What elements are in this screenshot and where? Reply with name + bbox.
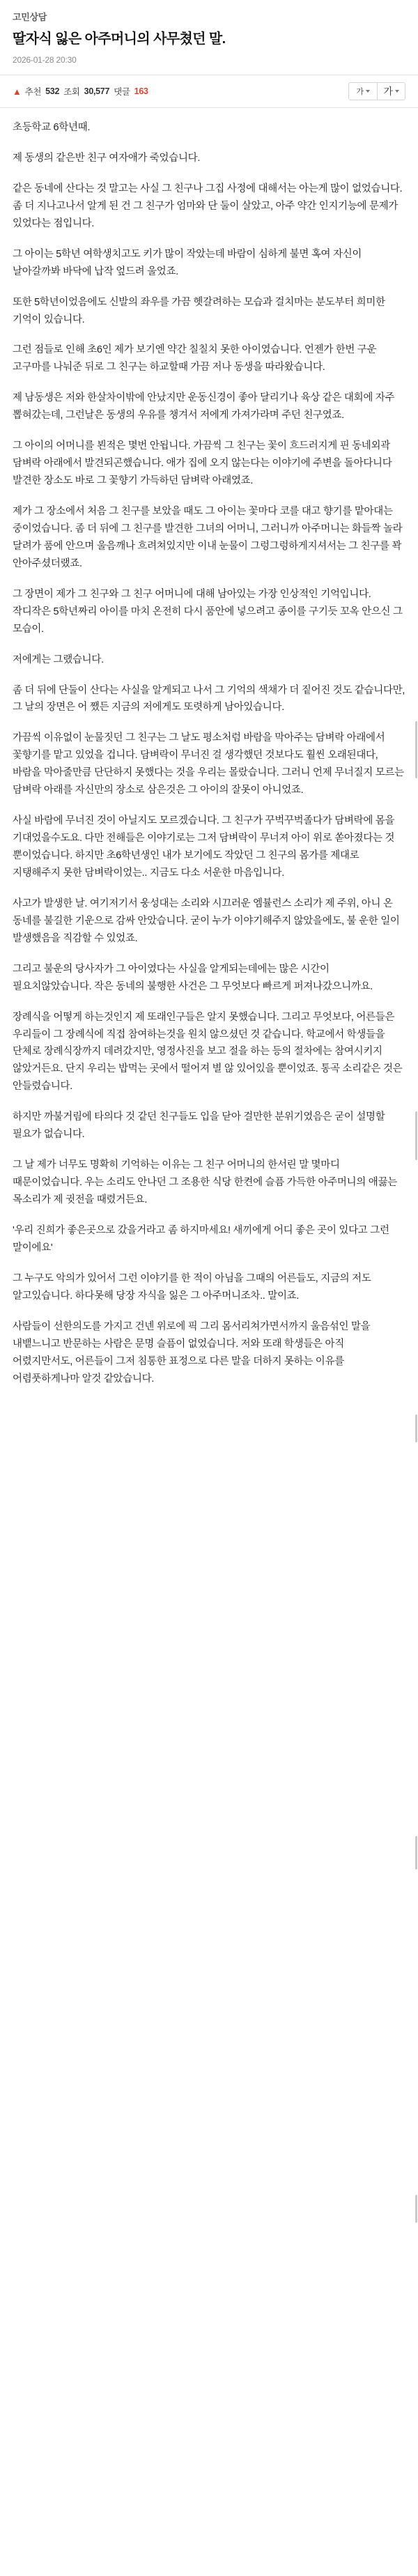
content-paragraph: 그 날 제가 너무도 명확히 기억하는 이유는 그 친구 어머니의 한서린 말 몇마디 때문이었습니다. 우는 소리도 안나던 그 조용한 식당 한켠에 슬픔 가득한 아주머니의 애끓는 목소리가 제 귓전을 때렸거든요. xyxy=(13,1159,400,1205)
font-decrease-label: 가 xyxy=(356,88,364,96)
content-paragraph: '우리 진희가 좋은곳으로 갔을거라고 좀 하지마세요! 새끼에게 어디 좋은 곳이 있다고 그런 말이에요' xyxy=(13,1224,392,1254)
content-paragraph: 사고가 발생한 날. 여기저기서 웅성대는 소리와 시끄러운 엠뷸런스 소리가 제 주위, 아니 온 동네를 불길한 기운으로 감싸 안았습니다. 굳이 누가 이야기해주지 않았을에도, 불 운한 일이 발생했음을 직감할 수 있었죠. xyxy=(13,897,403,944)
font-size-control[interactable] xyxy=(348,82,405,100)
content-paragraph: 그 장면이 제가 그 친구와 그 친구 어머니에 대해 남아있는 가장 인상적인 기억입니다. 작디작은 5학년짜리 아이를 마치 온전히 다시 품안에 넣으려고 종이를 구기듯 꼬옥 안으신 그 모습이. xyxy=(13,588,405,635)
hits-count: 30,577 xyxy=(84,86,110,96)
content-paragraph: 그 누구도 악의가 있어서 그런 이야기를 한 적이 아님을 그때의 어른들도, 지금의 저도 알고있습니다. 하다못해 당장 자식을 잃은 그 아주머니조차.. 말이죠. xyxy=(13,1272,374,1302)
recommend-label: 추천 xyxy=(24,87,42,97)
content-paragraph: 사람들이 선한의도를 가지고 건넨 위로에 픽 그리 몸서리쳐가면서까지 울음섞인 말을 내뱉느니고 반문하는 사람은 문명 슬픔이 없었습니다. 저와 또래 학생들은 아직 어렸지만서도, 어른들이 그저 침통한 표정으로 다른 말을 더하지 못하는 이유를 어렴풋하게나마 알것 같았습니다. xyxy=(13,1320,373,1385)
content-paragraph: 가끔씩 이유없이 눈물짓던 그 친구는 그 날도 평소처럼 바람을 막아주는 담벼락 아래에서 꽃향기를 맡고 있었을 겁니다. 담벼락이 무너진 걸 생각했던 것보다도 훨씬 오래된대다, 바람을 막아줄만큼 단단하지 못했다는 것을 우리는 몰랐습니다. 그러니 언제 무너질지 모르는 담벼락 아래를 자신만의 장소로 삼은것은 그 아이의 잘못이 아니었죠. xyxy=(13,732,407,796)
font-decrease-button[interactable] xyxy=(349,83,377,100)
content-paragraph: 또한 5학년이었음에도 신발의 좌우를 가끔 헷갈려하는 모습과 걸치마는 분도부터 희미한 기억이 있습니다. xyxy=(13,296,388,325)
chevron-down-icon xyxy=(395,90,399,93)
content-paragraph: 장례식을 어떻게 하는것인지 제 또래인구들은 알지 못했습니다. 그리고 무엇보다, 어른들은 우리들이 그 장례식에 직접 참여하는것을 원치 않으셨던 것 같습니다. 학교에서 학생들을 단체로 장례식장까지 데려갔지만, 영정사진을 보고 절을 하는 등의 절차에는 참여시키지 않았거든요. 단지 우리는 밥먹는 곳에서 떨어져 별 않 있어있을 뿐이었죠. 통곡 소리같은 것은 안들렸습니다. xyxy=(13,1011,405,1093)
content-paragraph: 좀 더 뒤에 단둘이 산다는 사실을 알게되고 나서 그 기억의 색채가 더 짙어진 것도 같습니다만, 그 날의 장면은 어 쨌든 지금의 저에게도 또렷하게 남아있습니다. xyxy=(13,684,408,714)
content-paragraph: 초등학교 6학년때. xyxy=(13,122,91,133)
content-paragraph: 제 동생의 같은반 친구 여자애가 죽었습니다. xyxy=(13,152,201,164)
content-paragraph: 제 남동생은 저와 한살차이밖에 안났지만 운동신경이 좋아 달리기나 육상 같은 대회에 자주 뽑혀갔는데, 그런날은 동생의 우유를 챙겨서 저에게 가져가라며 주던 친구였죠. xyxy=(13,392,397,422)
comment-label: 댓글 xyxy=(114,87,130,97)
scroll-mark xyxy=(415,2195,417,2223)
post-content xyxy=(0,108,418,1428)
meta-bar xyxy=(0,75,418,107)
recommend-count: 532 xyxy=(45,86,60,96)
content-paragraph: 같은 동네에 산다는 것 말고는 사실 그 친구나 그집 사정에 대해서는 아는게 많이 없었습니다. 좀 더 지나고나서 알게 된 건 그 친구가 엄마와 단 둘이 살았고, 아주 약간 인지기능에 문제가 있었다는 점입니다. xyxy=(13,183,405,229)
font-increase-label: 가 xyxy=(383,86,393,97)
content-paragraph: 그 아이는 5학년 여학생치고도 키가 많이 작았는데 바람이 심하게 불면 혹여 자신이 날아갈까봐 바닥에 납작 엎드려 울었죠. xyxy=(13,248,364,277)
scroll-mark xyxy=(415,1836,417,1869)
content-paragraph: 제가 그 장소에서 처음 그 친구를 보았을 때도 그 아이는 꽃마다 코를 대고 향기를 맡아대는 중이었습니다. 좀 더 뒤에 그 친구를 발견한 그녀의 어머니, 그러니까 아주머니는 화들짝 놀라 달려가 품에 안으며 울음깨나 흐려쳐있지만 이내 눈물이 그렁그렁하게지셔서는 그 친구를 꽉 안아주셨더랬죠. xyxy=(13,506,405,569)
content-paragraph: 사실 바람에 무너진 것이 아닐지도 모르겠습니다. 그 친구가 꾸벅꾸벅졸다가 담벼락에 몸을 기대었을수도요. 다만 전해들은 이야기로는 그저 담벼락이 무너져 아이 위로 쏟아졌다는 것 뿐이었습니다. 하지만 초6학년생인 내가 보기에도 작았던 그 친구의 몸가를 제대로 지탱해주지 못한 담벼락이었는.. 지금도 다소 서운한 마음입니다. xyxy=(13,815,397,879)
chevron-down-icon xyxy=(366,90,370,93)
content-paragraph: 저에게는 그랬습니다. xyxy=(13,654,104,665)
page-title: 딸자식 잃은 아주머니의 사무쳤던 말. xyxy=(13,31,226,47)
content-paragraph: 그런 점들로 인해 초6인 제가 보기엔 약간 칠칠치 못한 아이였습니다. 언젠가 한번 구운 고구마를 나눠준 뒤로 그 친구는 하교할때 가끔 저나 동생을 따라왔습니다. xyxy=(13,344,380,373)
post-date: 2026-01-28 20:30 xyxy=(13,55,77,65)
hits-label: 조회 xyxy=(63,87,80,97)
board-name[interactable]: 고민상담 xyxy=(13,12,47,22)
font-increase-button[interactable] xyxy=(377,83,405,100)
recommend-up-icon[interactable]: ▲ xyxy=(13,86,22,97)
content-paragraph: 그 아이의 어머니를 뵌적은 몇번 안됩니다. 가끔씩 그 친구는 꽃이 흐드러지게 핀 동네외곽 담벼락 아래에서 발견되곤했습니다. 애가 집에 오지 않는다는 이야기에 주변을 돌아다니다 발견한 장소도 바로 그 꽃향기 가득하던 담벼락 아래였죠. xyxy=(13,440,395,487)
meta-stats xyxy=(13,85,148,98)
content-paragraph: 그리고 불운의 당사자가 그 아이였다는 사실을 알게되는데에는 많은 시간이 필요치않았습니다. 작은 동네의 불행한 사건은 그 무엇보다 빠르게 퍼져나갔으니까요. xyxy=(13,963,373,992)
comment-count[interactable]: 163 xyxy=(134,86,148,96)
content-paragraph: 하지만 까불거림에 타의다 것 같던 친구들도 입을 닫아 걸만한 분위기였음은 굳이 설명할 필요가 없습니다. xyxy=(13,1111,388,1141)
